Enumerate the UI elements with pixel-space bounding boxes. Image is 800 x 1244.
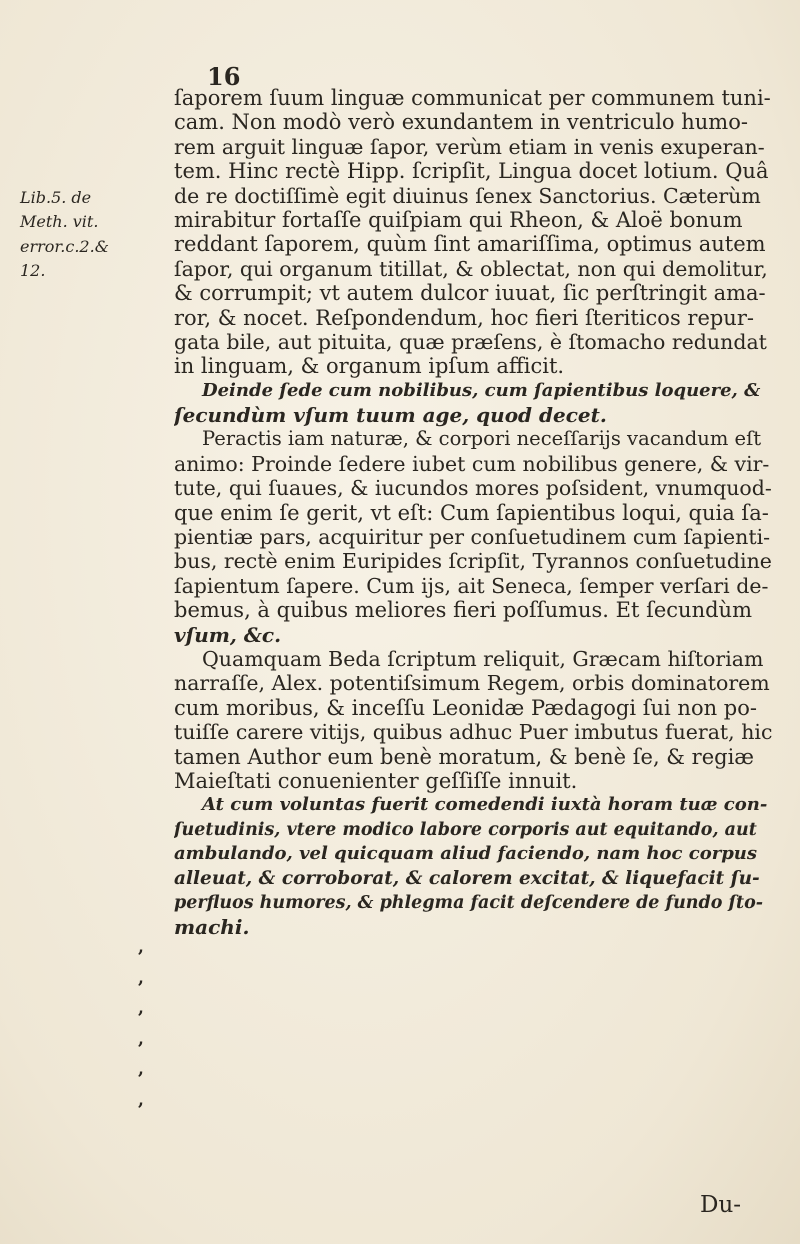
margin-quote-marks (138, 932, 158, 1116)
text-line: At cum voluntas fuerit comedendi iuxtà horam tuæ con- (202, 794, 768, 816)
margin-note-line: Lib.5. de (20, 188, 92, 207)
quote-mark: , (138, 1059, 144, 1080)
text-line: vſum, &c. (174, 622, 282, 647)
text-line: bus, rectè enim Euripides ſcripſit, Tyrannos conſuetudine (174, 549, 772, 574)
text-line: Peractis iam naturæ, & corpori neceſſarijs vacandum eſt (202, 427, 762, 451)
text-line: Quamquam Beda ſcriptum reliquit, Græcam hiſtoriam (202, 646, 764, 671)
text-line: ror, & nocet. Reſpondendum, hoc fieri ſteriticos repur- (174, 305, 754, 330)
margin-note-line: error.c.2.& (20, 236, 109, 256)
text-line: alleuat, & corroborat, & calorem excitat, & liquefacit ſu- (174, 867, 760, 889)
text-line: pientiæ pars, acquiritur per conſuetudinem cum ſapienti- (174, 525, 771, 550)
text-line: tamen Author eum benè moratum, & benè ſe, & regiæ (174, 744, 755, 769)
quote-mark: , (138, 1089, 144, 1110)
text-line: animo: Proinde ſedere iubet cum nobilibus genere, & vir- (174, 451, 770, 476)
text-line: tuiſſe carere vitijs, quibus adhuc Puer imbutus fuerat, hic (174, 720, 772, 745)
text-line: ambulando, vel quicquam aliud faciendo, nam hoc corpus (174, 843, 758, 865)
quote-mark: , (138, 937, 144, 957)
quote-mark: , (138, 1028, 144, 1049)
quote-mark: , (138, 967, 144, 988)
text-line: gata bile, aut pituita, quæ præſens, è ſtomacho redundat (174, 329, 767, 354)
text-line: ſapientum ſapere. Cum ijs, ait Seneca, ſemper verſari de- (174, 573, 769, 598)
text-line: ſapor, qui organum titillat, & oblectat, non qui demolitur, (174, 256, 768, 281)
text-line: Maieſtati conuenienter geſſiſſe innuit. (174, 768, 578, 793)
text-line: & corrumpit; vt autem dulcor iuuat, ſic perſtringit ama- (174, 281, 766, 306)
quote-mark: , (138, 998, 144, 1019)
text-line: que enim ſe gerit, vt eſt: Cum ſapientibus loqui, quia ſa- (174, 500, 769, 525)
text-line: perfluos humores, & phlegma facit deſcendere de fundo ſto- (174, 892, 764, 913)
text-line: tem. Hinc rectè Hipp. ſcripſit, Lingua docet lotium. Quâ (174, 159, 769, 184)
body-text (174, 86, 772, 940)
text-line: bemus, à quibus meliores fieri poſſumus. Et ſecundùm (174, 598, 752, 623)
text-line: Deinde ſede cum nobilibus, cum ſapientibus loquere, & (202, 379, 761, 401)
text-line: in linguam, & organum ipſum afficit. (174, 354, 565, 379)
margin-note (20, 186, 170, 284)
text-line: narraſſe, Alex. potentiſsimum Regem, orbis dominatorem (174, 671, 770, 696)
text-line: tute, qui ſuaues, & iucundos mores poſsident, vnumquod- (174, 476, 772, 501)
text-line: reddant ſaporem, quùm ſint amariſſima, optimus autem (174, 232, 766, 257)
text-line: ſaporem ſuum linguæ communicat per communem tuni- (174, 86, 771, 110)
page-number: 16 (207, 62, 241, 91)
catchword: Du- (700, 1192, 742, 1218)
text-line: machi. (174, 915, 250, 940)
margin-note-line: Meth. vit. (20, 212, 99, 232)
text-line: ſuetudinis, vtere modico labore corporis aut equitando, aut (174, 819, 757, 840)
text-line: ſecundùm vſum tuum age, quod decet. (174, 403, 607, 428)
text-line: mirabitur fortaſſe quiſpiam qui Rheon, & Aloë bonum (174, 207, 743, 232)
text-line: cam. Non modò verò exundantem in ventriculo humo- (174, 110, 748, 135)
text-line: de re doctiſſimè egit diuinus ſenex Sanctorius. Cæterùm (174, 183, 761, 208)
text-line: rem arguit linguæ ſapor, verùm etiam in venis exuperan- (174, 134, 765, 159)
text-line: cum moribus, & inceſſu Leonidæ Pædagogi ſui non po- (174, 695, 757, 720)
margin-note-line: 12. (20, 261, 46, 281)
